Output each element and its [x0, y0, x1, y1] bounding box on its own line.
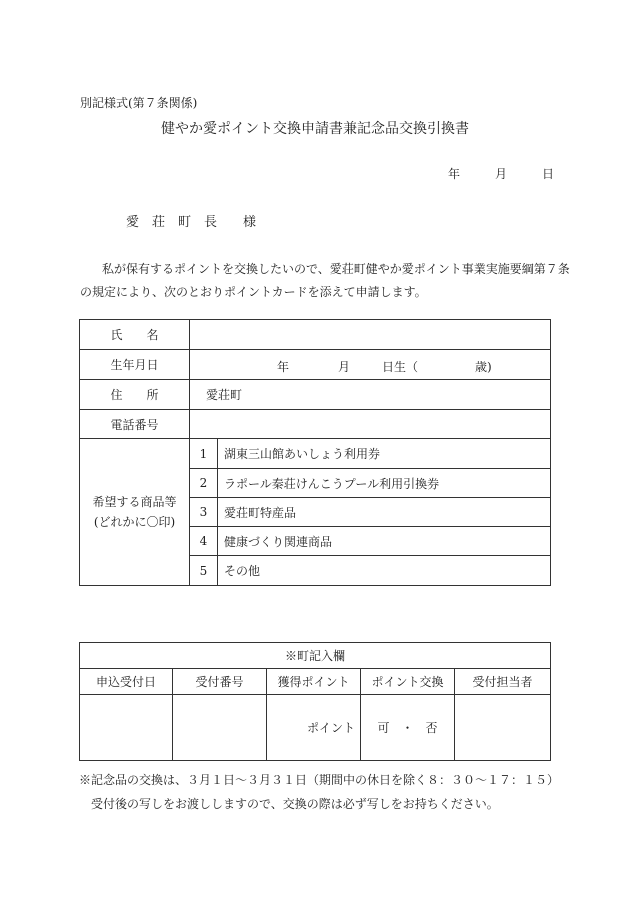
note-line2: 受付後の写しをお渡ししますので、交換の際は必ず写しをお持ちください。	[91, 797, 499, 811]
address-label: 住 所	[80, 380, 190, 410]
form-reference: 別記様式(第７条関係)	[80, 96, 198, 110]
name-label: 氏 名	[80, 320, 190, 350]
option-number: 5	[190, 556, 218, 586]
receipt-number-field[interactable]	[173, 695, 267, 761]
wish-label-line1: 希望する商品等	[92, 495, 177, 509]
header-receipt-number: 受付番号	[173, 669, 267, 695]
option-label[interactable]: 健康づくり関連商品	[218, 527, 551, 556]
birthdate-label: 生年月日	[80, 350, 190, 380]
date-month-label: 月	[495, 167, 508, 181]
phone-label: 電話番号	[80, 410, 190, 439]
birth-day-label: 日生（	[382, 360, 419, 374]
header-point-exchange: ポイント交換	[361, 669, 455, 695]
option-number: 2	[190, 469, 218, 498]
option-label[interactable]: 湖東三山館あいしょう利用券	[218, 439, 551, 469]
page-title: 健やか愛ポイント交換申請書兼記念品交換引換書	[161, 121, 469, 137]
note-line1: ※記念品の交換は、３月１日～３月３１日（期間中の休日を除く８：３０～１７：１５）	[79, 773, 560, 787]
wish-label	[80, 439, 190, 586]
option-row	[80, 439, 551, 469]
name-row	[80, 320, 551, 350]
address-field[interactable]: 愛荘町	[190, 380, 551, 410]
option-label[interactable]: その他	[218, 556, 551, 586]
option-label[interactable]: 愛荘町特産品	[218, 498, 551, 527]
point-exchange-field[interactable]: 可 ・ 否	[361, 695, 455, 761]
office-header-row	[80, 669, 551, 695]
receipt-date-field[interactable]	[80, 695, 173, 761]
header-staff: 受付担当者	[455, 669, 551, 695]
birth-year-label: 年	[277, 360, 290, 374]
option-number: 4	[190, 527, 218, 556]
office-use-table	[79, 642, 551, 761]
birthdate-row	[80, 350, 551, 380]
birthdate-field[interactable]	[190, 350, 551, 380]
addressee: 愛 荘 町 長 様	[126, 215, 257, 230]
option-number: 3	[190, 498, 218, 527]
birth-month-label: 月	[338, 360, 351, 374]
option-label[interactable]: ラポール秦荘けんこうプール利用引換券	[218, 469, 551, 498]
earned-points-field[interactable]	[267, 695, 361, 761]
header-earned-points: 獲得ポイント	[267, 669, 361, 695]
office-title: ※町記入欄	[80, 643, 551, 669]
header-receipt-date: 申込受付日	[80, 669, 173, 695]
wish-label-line2: (どれかに〇印)	[93, 515, 176, 529]
phone-field[interactable]	[190, 410, 551, 439]
body-text-line2: の規定により、次のとおりポイントカードを添えて申請します。	[80, 285, 427, 299]
birth-age-label: 歳)	[475, 360, 492, 374]
option-number: 1	[190, 439, 218, 469]
phone-row	[80, 410, 551, 439]
office-value-row	[80, 695, 551, 761]
date-year-label: 年	[448, 167, 461, 181]
body-text-line1: 私が保有するポイントを交換したいので、愛荘町健やか愛ポイント事業実施要綱第７条	[102, 262, 570, 276]
office-title-row	[80, 643, 551, 669]
name-field[interactable]	[190, 320, 551, 350]
date-day-label: 日	[542, 167, 555, 181]
staff-field[interactable]	[455, 695, 551, 761]
address-row	[80, 380, 551, 410]
applicant-table	[79, 319, 551, 586]
points-unit: ポイント	[306, 721, 355, 735]
